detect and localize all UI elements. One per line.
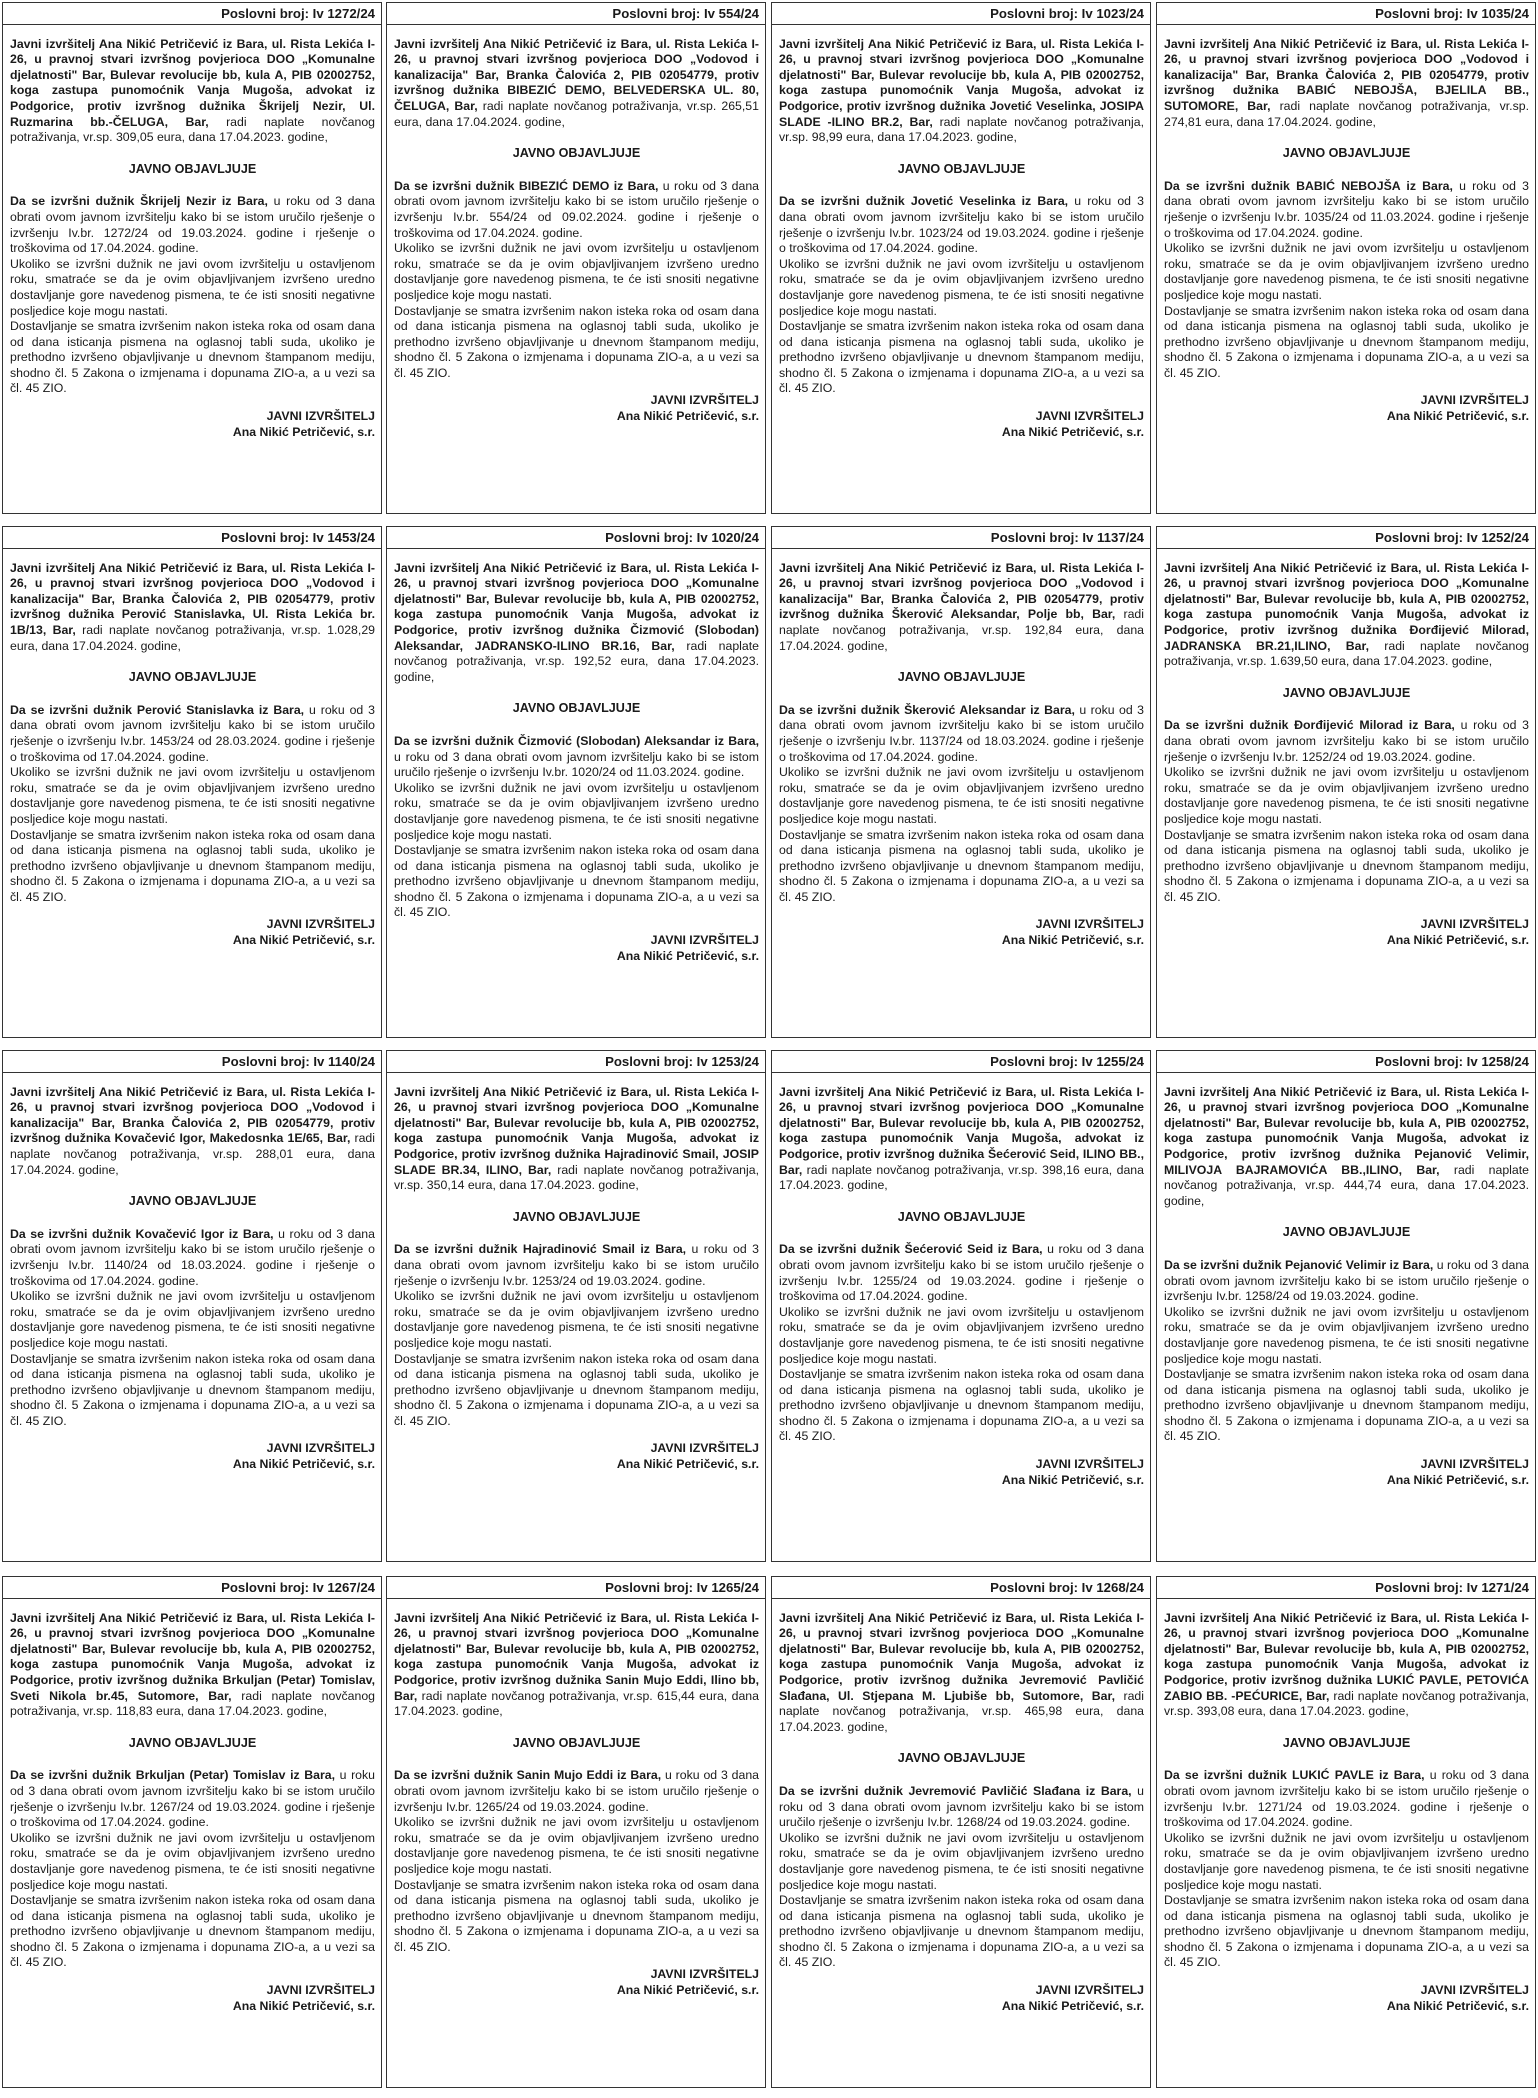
signature-name: Ana Nikić Petričević, s.r. bbox=[232, 1457, 375, 1472]
case-number: Poslovni broj: Iv 1271/24 bbox=[1157, 1580, 1535, 1599]
warning-paragraph: Ukoliko se izvršni dužnik ne javi ovom izvršitelju u ostavljenom roku, smatraće se da je ovim objavljivanjem izvršeno uredno dostavljanje gore navedenog pismena, te će isti snositi negativne posljedice koje mogu nastati. bbox=[779, 256, 1144, 318]
intro-paragraph bbox=[394, 1611, 759, 1720]
section-heading: JAVNO OBJAVLJUJE bbox=[897, 670, 1026, 685]
warning-paragraph: Ukoliko se izvršni dužnik ne javi ovom izvršitelju u ostavljenom roku, smatraće se da je ovim objavljivanjem izvršeno uredno dostavljanje gore navedenog pismena, te će isti snositi negativne posljedice koje mogu nastati. bbox=[779, 1830, 1144, 1892]
decision-paragraph bbox=[1164, 1258, 1529, 1305]
decision-bold-text: Da se izvršni dužnik Hajradinović Smail iz Bara, bbox=[394, 1242, 687, 1257]
intro-paragraph bbox=[779, 1611, 1144, 1736]
signature-name: Ana Nikić Petričević, s.r. bbox=[616, 1983, 759, 1998]
delivery-paragraph: Dostavljanje se smatra izvršenim nakon isteka roka od osam dana od dana isticanja pismena na oglasnoj tabli suda, ukoliko je prethodno izvršeno objavljivanje u dnevnom štampanom mediju, shodno čl. 5 Zakona o izmjenama i dopunama ZIO-a, a u vezi sa čl. 45 ZIO. bbox=[779, 1367, 1144, 1444]
section-heading: JAVNO OBJAVLJUJE bbox=[897, 1751, 1026, 1766]
signature-block bbox=[1164, 1457, 1529, 1488]
signature-name: Ana Nikić Petričević, s.r. bbox=[616, 948, 759, 963]
section-heading: JAVNO OBJAVLJUJE bbox=[512, 1735, 641, 1750]
intro-text: radi naplate novčanog potraživanja, vr.sp. 1.028,29 eura, dana 17.04.2024. godine, bbox=[10, 622, 375, 653]
decision-bold-text: Da se izvršni dužnik BIBEZIĆ DEMO iz Bara, bbox=[394, 178, 659, 193]
decision-text: u roku od 3 dana obrati ovom javnom izvršitelju kako bi se istom uručilo rješenje o izvršenju Iv.br. 1265/24 od 19.03.2024. godine. bbox=[394, 1768, 759, 1814]
intro-text: radi naplate novčanog potraživanja, vr.sp. 192,52 eura, dana 17.04.2023. godine, bbox=[394, 638, 759, 684]
warning-paragraph: Ukoliko se izvršni dužnik ne javi ovom izvršitelju u ostavljenom roku, smatraće se da je ovim objavljivanjem izvršeno uredno dostavljanje gore navedenog pismena, te će isti snositi negativne posljedice koje mogu nastati. bbox=[394, 1289, 759, 1350]
signature-block bbox=[394, 393, 759, 424]
delivery-paragraph: Dostavljanje se smatra izvršenim nakon isteka roka od osam dana od dana isticanja pismena na oglasnoj tabli suda, ukoliko je prethodno izvršeno objavljivanje u dnevnom štampanom mediju, shodno čl. 5 Zakona o izmjenama i dopunama ZIO-a, a u vezi sa čl. 45 ZIO. bbox=[1164, 303, 1529, 380]
delivery-paragraph: Dostavljanje se smatra izvršenim nakon isteka roka od osam dana od dana isticanja pismena na oglasnoj tabli suda, ukoliko je prethodno izvršeno objavljivanje u dnevnom štampanom mediju, shodno čl. 5 Zakona o izmjenama i dopunama ZIO-a, a u vezi sa čl. 45 ZIO. bbox=[394, 1877, 759, 1954]
intro-paragraph bbox=[10, 1611, 375, 1720]
signature-block bbox=[1164, 1983, 1529, 2014]
intro-bold-text: Javni izvršitelj Ana Nikić Petričević iz Bara, ul. Rista Lekića I-26, u pravnoj stvari izvršnog povjerioca DOO „Komunalne djelatnosti" Bar, Bulevar revolucije bb, kula A, PIB 02002752, koga zastupa punomoćnik Vanja Mugoša, advokat iz Podgorice, protiv izvršnog dužnika Jovetić Veselinka, JOSIPA SLADE -ILINO BR.2, Bar, bbox=[779, 36, 1144, 129]
signature-name: Ana Nikić Petričević, s.r. bbox=[1386, 933, 1529, 948]
section-heading: JAVNO OBJAVLJUJE bbox=[512, 1209, 641, 1224]
signature-title: JAVNI IZVRŠITELJ bbox=[266, 1441, 375, 1456]
notice-box bbox=[771, 1576, 1151, 2088]
decision-bold-text: Da se izvršni dužnik Brkuljan (Petar) Tomislav iz Bara, bbox=[10, 1768, 336, 1783]
decision-paragraph bbox=[779, 703, 1144, 765]
decision-bold-text: Da se izvršni dužnik Šećerović Seid iz Bara, bbox=[779, 1242, 1043, 1257]
intro-text: radi naplate novčanog potraživanja, vr.sp. 465,98 eura, dana 17.04.2023. godine, bbox=[779, 1688, 1145, 1734]
intro-paragraph bbox=[394, 37, 759, 131]
decision-paragraph bbox=[779, 1242, 1144, 1304]
intro-bold-text: Javni izvršitelj Ana Nikić Petričević iz Bara, ul. Rista Lekića I-26, u pravnoj stvari izvršnog povjerioca DOO „Vodovod i kanalizacija" Bar, Branka Čalovića 2, PIB 02054779, protiv izvršnog dužnika Škerović Aleksandar, Polje bb, Bar, bbox=[779, 560, 1144, 622]
case-number: Poslovni broj: Iv 1267/24 bbox=[3, 1580, 381, 1599]
notice-box bbox=[1156, 1576, 1536, 2088]
signature-title: JAVNI IZVRŠITELJ bbox=[650, 933, 759, 948]
notice-box bbox=[386, 526, 766, 1038]
case-number: Poslovni broj: Iv 1140/24 bbox=[3, 1054, 381, 1073]
intro-bold-text: Javni izvršitelj Ana Nikić Petričević iz Bara, ul. Rista Lekića I-26, u pravnoj stvari izvršnog povjerioca DOO „Komunalne djelatnosti" Bar, Bulevar revolucije bb, kula A, PIB 02002752, koga zastupa punomoćnik Vanja Mugoša, advokat iz Podgorice, protiv izvršnog dužnika Pejanović Velimir, MILIVOJA BAJRAMOVIĆA BB.,ILINO, Bar, bbox=[1164, 1084, 1529, 1177]
section-heading: JAVNO OBJAVLJUJE bbox=[897, 1209, 1026, 1224]
notice-box bbox=[1156, 526, 1536, 1038]
section-heading: JAVNO OBJAVLJUJE bbox=[128, 1194, 257, 1209]
warning-paragraph: Ukoliko se izvršni dužnik ne javi ovom izvršitelju u ostavljenom roku, smatraće se da je ovim objavljivanjem izvršeno uredno dostavljanje gore navedenog pismena, te će isti snositi negativne posljedice koje mogu nastati. bbox=[10, 1289, 375, 1350]
signature-name: Ana Nikić Petričević, s.r. bbox=[1001, 933, 1144, 948]
signature-block bbox=[10, 409, 375, 440]
intro-bold-text: Javni izvršitelj Ana Nikić Petričević iz Bara, ul. Rista Lekića I-26, u pravnoj stvari izvršnog povjerioca DOO „Vodovod i kanalizacija" Bar, Branka Čalovića 2, PIB 02054779, protiv izvršnog dužnika Kovačević Igor, Makedosnka 1E/65, Bar, bbox=[10, 1084, 375, 1146]
signature-title: JAVNI IZVRŠITELJ bbox=[1420, 917, 1529, 932]
intro-paragraph bbox=[1164, 561, 1529, 670]
case-number: Poslovni broj: Iv 1023/24 bbox=[772, 6, 1150, 25]
decision-text: u roku od 3 dana obrati ovom javnom izvršitelju kako bi se istom uručilo rješenje o izvršenju Iv.br. 1253/24 od 19.03.2024. godine. bbox=[394, 1242, 759, 1288]
case-number: Poslovni broj: Iv 1253/24 bbox=[387, 1054, 765, 1073]
warning-paragraph: Ukoliko se izvršni dužnik ne javi ovom izvršitelju u ostavljenom roku, smatraće se da je ovim objavljivanjem izvršeno uredno dostavljanje gore navedenog pismena, te će isti snositi negativne posljedice koje mogu nastati. bbox=[1164, 241, 1529, 302]
section-heading: JAVNO OBJAVLJUJE bbox=[128, 670, 257, 685]
intro-bold-text: Javni izvršitelj Ana Nikić Petričević iz Bara, ul. Rista Lekića I-26, u pravnoj stvari izvršnog povjerioca DOO „Komunalne djelatnosti" Bar, Bulevar revolucije bb, kula A, PIB 02002752, koga zastupa punomoćnik Vanja Mugoša, advokat iz Podgorice, protiv izvršnog dužnika Jevremović Pavličić Slađana, Ul. Stjepana M. Ljubiše bb, Sutomore, Bar, bbox=[779, 1610, 1144, 1703]
decision-bold-text: Da se izvršni dužnik Kovačević Igor iz Bara, bbox=[10, 1226, 274, 1241]
notice-box bbox=[771, 526, 1151, 1038]
decision-text: u roku od 3 dana obrati ovom javnom izvršitelju kako bi se istom uručilo rješenje o izvršenju Iv.br. 1137/24 od 18.03.2024. godine i rješenje o troškovima od 17.04.2024. godine. bbox=[779, 702, 1144, 764]
intro-text: radi naplate novčanog potraživanja, vr.sp. 615,44 eura, dana 17.04.2023. godine, bbox=[394, 1688, 759, 1719]
section-heading: JAVNO OBJAVLJUJE bbox=[128, 1735, 257, 1750]
intro-text: radi naplate novčanog potraživanja, vr.sp. 274,81 eura, dana 17.04.2024. godine, bbox=[1164, 98, 1529, 129]
decision-bold-text: Da se izvršni dužnik Čizmović (Slobodan) Aleksandar iz Bara, bbox=[394, 733, 759, 748]
signature-block bbox=[10, 917, 375, 948]
signature-title: JAVNI IZVRŠITELJ bbox=[1035, 917, 1144, 932]
case-number: Poslovni broj: Iv 1268/24 bbox=[772, 1580, 1150, 1599]
signature-title: JAVNI IZVRŠITELJ bbox=[266, 1983, 375, 1998]
section-heading: JAVNO OBJAVLJUJE bbox=[512, 146, 641, 161]
intro-paragraph bbox=[10, 1085, 375, 1179]
notice-box bbox=[1156, 2, 1536, 514]
case-number: Poslovni broj: Iv 554/24 bbox=[387, 6, 765, 25]
case-number: Poslovni broj: Iv 1272/24 bbox=[3, 6, 381, 25]
decision-text: u roku od 3 dana obrati ovom javnom izvršitelju kako bi se istom uručilo rješenje o izvršenju Iv.br. 1267/24 od 19.03.2024. godine i rješenje o troškovima od 17.04.2024. godine. bbox=[10, 1768, 376, 1830]
signature-block bbox=[1164, 917, 1529, 948]
warning-paragraph: Ukoliko se izvršni dužnik ne javi ovom izvršitelju u ostavljenom roku, smatraće se da je ovim objavljivanjem izvršeno uredno dostavljanje gore navedenog pismena, te će isti snositi negativne posljedice koje mogu nastati. bbox=[779, 1304, 1144, 1366]
notice-box bbox=[771, 2, 1151, 514]
signature-title: JAVNI IZVRŠITELJ bbox=[1035, 1457, 1144, 1472]
intro-paragraph bbox=[779, 1085, 1144, 1194]
warning-paragraph: Ukoliko se izvršni dužnik ne javi ovom izvršitelju u ostavljenom roku, smatraće se da je ovim objavljivanjem izvršeno uredno dostavljanje gore navedenog pismena, te će isti snositi negativne posljedice koje mogu nastati. bbox=[10, 256, 375, 318]
intro-text: radi naplate novčanog potraživanja, vr.sp. 309,05 eura, dana 17.04.2023. godine, bbox=[10, 114, 375, 145]
notice-box bbox=[2, 1050, 382, 1562]
delivery-paragraph: Dostavljanje se smatra izvršenim nakon isteka roka od osam dana od dana isticanja pismena na oglasnoj tabli suda, ukoliko je prethodno izvršeno objavljivanje u dnevnom štampanom mediju, shodno čl. 5 Zakona o izmjenama i dopunama ZIO-a, a u vezi sa čl. 45 ZIO. bbox=[779, 1893, 1144, 1970]
intro-text: radi naplate novčanog potraživanja, vr.sp. 444,74 eura, dana 17.04.2023. godine, bbox=[1164, 1162, 1529, 1208]
decision-paragraph bbox=[10, 1768, 375, 1830]
signature-block bbox=[394, 1967, 759, 1998]
delivery-paragraph: Dostavljanje se smatra izvršenim nakon isteka roka od osam dana od dana isticanja pismena na oglasnoj tabli suda, ukoliko je prethodno izvršeno objavljivanje u dnevnom štampanom mediju, shodno čl. 5 Zakona o izmjenama i dopunama ZIO-a, a u vezi sa čl. 45 ZIO. bbox=[10, 827, 375, 904]
intro-text: radi naplate novčanog potraživanja, vr.sp. 98,99 eura, dana 17.04.2023. godine, bbox=[779, 114, 1144, 145]
decision-bold-text: Da se izvršni dužnik Perović Stanislavka iz Bara, bbox=[10, 702, 305, 717]
notice-box bbox=[386, 1576, 766, 2088]
decision-bold-text: Da se izvršni dužnik Škerović Aleksandar iz Bara, bbox=[779, 702, 1075, 717]
decision-paragraph bbox=[1164, 718, 1529, 765]
delivery-paragraph: Dostavljanje se smatra izvršenim nakon isteka roka od osam dana od dana isticanja pismena na oglasnoj tabli suda, ukoliko je prethodno izvršeno objavljivanje u dnevnom štampanom mediju, shodno čl. 5 Zakona o izmjenama i dopunama ZIO-a, a u vezi sa čl. 45 ZIO. bbox=[394, 303, 759, 380]
intro-bold-text: Javni izvršitelj Ana Nikić Petričević iz Bara, ul. Rista Lekića I-26, u pravnoj stvari izvršnog povjerioca DOO „Komunalne djelatnosti" Bar, Bulevar revolucije bb, kula A, PIB 02002752, koga zastupa punomoćnik Vanja Mugoša, advokat iz Podgorice, protiv izvršnog dužnika LUKIĆ PAVLE, PETOVIĆA ZABIO BB. -PEĆURICE, Bar, bbox=[1164, 1610, 1529, 1703]
signature-name: Ana Nikić Petričević, s.r. bbox=[232, 424, 375, 439]
intro-paragraph bbox=[779, 561, 1144, 655]
signature-title: JAVNI IZVRŠITELJ bbox=[1420, 1983, 1529, 1998]
decision-paragraph bbox=[394, 1242, 759, 1289]
decision-paragraph bbox=[1164, 1768, 1529, 1830]
section-heading: JAVNO OBJAVLJUJE bbox=[1282, 1735, 1411, 1750]
signature-title: JAVNI IZVRŠITELJ bbox=[266, 409, 375, 424]
signature-title: JAVNI IZVRŠITELJ bbox=[650, 1441, 759, 1456]
case-number: Poslovni broj: Iv 1252/24 bbox=[1157, 530, 1535, 549]
intro-text: radi naplate novčanog potraživanja, vr.sp. 350,14 eura, dana 17.04.2023. godine, bbox=[394, 1162, 759, 1193]
notice-box bbox=[771, 1050, 1151, 1562]
decision-text: u roku od 3 dana obrati ovom javnom izvršitelju kako bi se istom uručilo rješenje o izvršenju Iv.br. 1140/24 od 18.03.2024. godine i rješenje o troškovima od 17.04.2024. godine. bbox=[10, 1226, 375, 1288]
delivery-paragraph: Dostavljanje se smatra izvršenim nakon isteka roka od osam dana od dana isticanja pismena na oglasnoj tabli suda, ukoliko je prethodno izvršeno objavljivanje u dnevnom štampanom mediju, shodno čl. 5 Zakona o izmjenama i dopunama ZIO-a, a u vezi sa čl. 45 ZIO. bbox=[779, 827, 1144, 904]
decision-text: u roku od 3 dana obrati ovom javnom izvršitelju kako bi se istom uručilo rješenje o izvršenju Iv.br. 1258/24 od 19.03.2024. godine. bbox=[1164, 1257, 1529, 1304]
signature-title: JAVNI IZVRŠITELJ bbox=[1035, 1983, 1144, 1998]
delivery-paragraph: Dostavljanje se smatra izvršenim nakon isteka roka od osam dana od dana isticanja pismena na oglasnoj tabli suda, ukoliko je prethodno izvršeno objavljivanje u dnevnom štampanom mediju, shodno čl. 5 Zakona o izmjenama i dopunama ZIO-a, a u vezi sa čl. 45 ZIO. bbox=[779, 319, 1144, 396]
signature-name: Ana Nikić Petričević, s.r. bbox=[1001, 424, 1144, 439]
delivery-paragraph: Dostavljanje se smatra izvršenim nakon isteka roka od osam dana od dana isticanja pismena na oglasnoj tabli suda, ukoliko je prethodno izvršeno objavljivanje u dnevnom štampanom mediju, shodno čl. 5 Zakona o izmjenama i dopunama ZIO-a, a u vezi sa čl. 45 ZIO. bbox=[10, 1893, 375, 1970]
intro-text: radi naplate novčanog potraživanja, vr.sp. 265,51 eura, dana 17.04.2024. godine, bbox=[394, 98, 759, 129]
decision-text: u roku od 3 dana obrati ovom javnom izvršitelju kako bi se istom uručilo rješenje o izvršenju Iv.br. 554/24 od 09.02.2024. godine i rješenje o troškovima od 17.04.2024. godine. bbox=[394, 178, 759, 240]
signature-title: JAVNI IZVRŠITELJ bbox=[1035, 409, 1144, 424]
intro-bold-text: Javni izvršitelj Ana Nikić Petričević iz Bara, ul. Rista Lekića I-26, u pravnoj stvari izvršnog povjerioca DOO „Komunalne djelatnosti" Bar, Bulevar revolucije bb, kula A, PIB 02002752, koga zastupa punomoćnik Vanja Mugoša, advokat iz Podgorice, protiv izvršnog dužnika Brkuljan (Petar) Tomislav, Sveti Nikola br.45, Sutomore, Bar, bbox=[10, 1610, 375, 1703]
signature-block bbox=[779, 409, 1144, 440]
decision-paragraph bbox=[10, 703, 375, 765]
decision-bold-text: Da se izvršni dužnik LUKIĆ PAVLE iz Bara, bbox=[1164, 1768, 1425, 1783]
intro-bold-text: Javni izvršitelj Ana Nikić Petričević iz Bara, ul. Rista Lekića I-26, u pravnoj stvari izvršnog povjerioca DOO „Vodovod i kanalizacija" Bar, Branka Čalovića 2, PIB 02054779, protiv izvršnog dužnika BABIĆ NEBOJŠA, BJELILA BB., SUTOMORE, Bar, bbox=[1164, 36, 1529, 113]
decision-paragraph bbox=[10, 1227, 375, 1289]
delivery-paragraph: Dostavljanje se smatra izvršenim nakon isteka roka od osam dana od dana isticanja pismena na oglasnoj tabli suda, ukoliko je prethodno izvršeno objavljivanje u dnevnom štampanom mediju, shodno čl. 5 Zakona o izmjenama i dopunama ZIO-a, a u vezi sa čl. 45 ZIO. bbox=[10, 319, 375, 396]
case-number: Poslovni broj: Iv 1453/24 bbox=[3, 530, 381, 549]
decision-text: u roku od 3 dana obrati ovom javnom izvršitelju kako bi se istom uručilo rješenje o izvršenju Iv.br. 1268/24 od 19.03.2024. godine. bbox=[779, 1783, 1144, 1830]
signature-title: JAVNI IZVRŠITELJ bbox=[1420, 1457, 1529, 1472]
intro-text: radi naplate novčanog potraživanja, vr.sp. 398,16 eura, dana 17.04.2023. godine, bbox=[779, 1162, 1144, 1193]
decision-text: u roku od 3 dana obrati ovom javnom izvršitelju kako bi se istom uručilo rješenje o izvršenju Iv.br. 1272/24 od 19.03.2024. godine i rješenje o troškovima od 17.04.2024. godine. bbox=[10, 194, 375, 256]
signature-block bbox=[394, 933, 759, 964]
decision-text: u roku od 3 dana obrati ovom javnom izvršitelju kako bi se istom uručilo rješenje o izvršenju Iv.br. 1255/24 od 19.03.2024. godine i rješenje o troškovima od 17.04.2024. godine. bbox=[779, 1242, 1144, 1304]
notice-box bbox=[2, 1576, 382, 2088]
intro-paragraph bbox=[10, 561, 375, 655]
warning-paragraph: Ukoliko se izvršni dužnik ne javi ovom izvršitelju u ostavljenom roku, smatraće se da je ovim objavljivanjem izvršeno uredno dostavljanje gore navedenog pismena, te će isti snositi negativne posljedice koje mogu nastati. bbox=[394, 1815, 759, 1876]
signature-name: Ana Nikić Petričević, s.r. bbox=[616, 409, 759, 424]
decision-paragraph bbox=[779, 194, 1144, 256]
delivery-paragraph: Dostavljanje se smatra izvršenim nakon isteka roka od osam dana od dana isticanja pismena na oglasnoj tabli suda, ukoliko je prethodno izvršeno objavljivanje u dnevnom štampanom mediju, shodno čl. 5 Zakona o izmjenama i dopunama ZIO-a, a u vezi sa čl. 45 ZIO. bbox=[1164, 1367, 1529, 1444]
warning-paragraph: Ukoliko se izvršni dužnik ne javi ovom izvršitelju u ostavljenom roku, smatraće se da je ovim objavljivanjem izvršeno uredno dostavljanje gore navedenog pismena, te će isti snositi negativne posljedice koje mogu nastati. bbox=[394, 241, 759, 302]
section-heading: JAVNO OBJAVLJUJE bbox=[897, 161, 1026, 176]
intro-text: radi naplate novčanog potraživanja, vr.sp. 393,08 eura, dana 17.04.2023. godine, bbox=[1164, 1688, 1529, 1719]
section-heading: JAVNO OBJAVLJUJE bbox=[1282, 685, 1411, 700]
decision-bold-text: Da se izvršni dužnik Pejanović Velimir iz Bara, bbox=[1164, 1257, 1434, 1272]
intro-text: radi naplate novčanog potraživanja, vr.sp. 192,84 eura, dana 17.04.2024. godine, bbox=[779, 607, 1144, 653]
intro-bold-text: Javni izvršitelj Ana Nikić Petričević iz Bara, ul. Rista Lekića I-26, u pravnoj stvari izvršnog povjerioca DOO „Komunalne djelatnosti" Bar, Bulevar revolucije bb, kula A, PIB 02002752, koga zastupa punomoćnik Vanja Mugoša, advokat iz Podgorice, protiv izvršnog dužnika Šećerović Seid, ILINO BB., Bar, bbox=[779, 1084, 1144, 1177]
case-number: Poslovni broj: Iv 1137/24 bbox=[772, 530, 1150, 549]
decision-text: u roku od 3 dana obrati ovom javnom izvršitelju kako bi se istom uručilo rješenje o izvršenju Iv.br. 1453/24 od 28.03.2024. godine i rješenje o troškovima od 17.04.2024. godine. bbox=[10, 702, 376, 764]
intro-paragraph bbox=[1164, 1085, 1529, 1210]
warning-paragraph: Ukoliko se izvršni dužnik ne javi ovom izvršitelju u ostavljenom roku, smatraće se da je ovim objavljivanjem izvršeno uredno dostavljanje gore navedenog pismena, te će isti snositi negativne posljedice koje mogu nastati. bbox=[1164, 765, 1529, 826]
signature-title: JAVNI IZVRŠITELJ bbox=[650, 1967, 759, 1982]
signature-block bbox=[779, 1457, 1144, 1488]
intro-bold-text: Javni izvršitelj Ana Nikić Petričević iz Bara, ul. Rista Lekića I-26, u pravnoj stvari izvršnog povjerioca DOO „Komunalne djelatnosti" Bar, Bulevar revolucije bb, kula A, PIB 02002752, koga zastupa punomoćnik Vanja Mugoša, advokat iz Podgorice, protiv izvršnog dužnika Škrijelj Nezir, Ul. Ruzmarina bb.-ČELUGA, Bar, bbox=[10, 36, 375, 129]
signature-block bbox=[10, 1983, 375, 2014]
decision-text: u roku od 3 dana obrati ovom javnom izvršitelju kako bi se istom uručilo rješenje o izvršenju Iv.br. 1035/24 od 11.03.2024. godine i rješenje o troškovima od 17.04.2024. godine. bbox=[1164, 178, 1529, 240]
decision-bold-text: Da se izvršni dužnik Škrijelj Nezir iz Bara, bbox=[10, 194, 268, 209]
notice-box bbox=[386, 1050, 766, 1562]
signature-name: Ana Nikić Petričević, s.r. bbox=[232, 1998, 375, 2013]
warning-paragraph: Ukoliko se izvršni dužnik ne javi ovom izvršitelju u ostavljenom roku, smatraće se da je ovim objavljivanjem izvršeno uredno dostavljanje gore navedenog pismena, te će isti snositi negativne posljedice koje mogu nastati. bbox=[1164, 1830, 1529, 1892]
delivery-paragraph: Dostavljanje se smatra izvršenim nakon isteka roka od osam dana od dana isticanja pismena na oglasnoj tabli suda, ukoliko je prethodno izvršeno objavljivanje u dnevnom štampanom mediju, shodno čl. 5 Zakona o izmjenama i dopunama ZIO-a, a u vezi sa čl. 45 ZIO. bbox=[394, 843, 759, 920]
section-heading: JAVNO OBJAVLJUJE bbox=[1282, 146, 1411, 161]
signature-name: Ana Nikić Petričević, s.r. bbox=[1386, 409, 1529, 424]
section-heading: JAVNO OBJAVLJUJE bbox=[1282, 1225, 1411, 1240]
decision-text: u roku od 3 dana obrati ovom javnom izvršitelju kako bi se istom uručilo rješenje o izvršenju Iv.br. 1023/24 od 19.03.2024. godine i rješenje o troškovima od 17.04.2024. godine. bbox=[779, 194, 1144, 256]
decision-bold-text: Da se izvršni dužnik Đorđijević Milorad iz Bara, bbox=[1164, 718, 1455, 733]
notice-box bbox=[2, 2, 382, 514]
signature-name: Ana Nikić Petričević, s.r. bbox=[1001, 1998, 1144, 2013]
intro-bold-text: Javni izvršitelj Ana Nikić Petričević iz Bara, ul. Rista Lekića I-26, u pravnoj stvari izvršnog povjerioca DOO „Komunalne djelatnosti" Bar, Bulevar revolucije bb, kula A, PIB 02002752, koga zastupa punomoćnik Vanja Mugoša, advokat iz Podgorice, protiv izvršnog dužnika Hajradinović Smail, JOSIP SLADE BR.34, ILINO, Bar, bbox=[394, 1084, 759, 1177]
intro-bold-text: Javni izvršitelj Ana Nikić Petričević iz Bara, ul. Rista Lekića I-26, u pravnoj stvari izvršnog povjerioca DOO „Komunalne djelatnosti" Bar, Bulevar revolucije bb, kula A, PIB 02002752, koga zastupa punomoćnik Vanja Mugoša, advokat iz Podgorice, protiv izvršnog dužnika Sanin Mujo Eddi, Ilino bb, Bar, bbox=[394, 1610, 759, 1703]
case-number: Poslovni broj: Iv 1255/24 bbox=[772, 1054, 1150, 1073]
decision-paragraph bbox=[779, 1784, 1144, 1831]
warning-paragraph: Ukoliko se izvršni dužnik ne javi ovom izvršitelju u ostavljenom roku, smatraće se da je ovim objavljivanjem izvršeno uredno dostavljanje gore navedenog pismena, te će isti snositi negativne posljedice koje mogu nastati. bbox=[394, 780, 759, 842]
intro-paragraph bbox=[10, 37, 375, 146]
warning-paragraph: Ukoliko se izvršni dužnik ne javi ovom izvršitelju u ostavljenom roku, smatraće se da je ovim objavljivanjem izvršeno uredno dostavljanje gore navedenog pismena, te će isti snositi negativne posljedice koje mogu nastati. bbox=[1164, 1304, 1529, 1366]
signature-block bbox=[779, 1983, 1144, 2014]
delivery-paragraph: Dostavljanje se smatra izvršenim nakon isteka roka od osam dana od dana isticanja pismena na oglasnoj tabli suda, ukoliko je prethodno izvršeno objavljivanje u dnevnom štampanom mediju, shodno čl. 5 Zakona o izmjenama i dopunama ZIO-a, a u vezi sa čl. 45 ZIO. bbox=[1164, 827, 1529, 904]
section-heading: JAVNO OBJAVLJUJE bbox=[512, 701, 641, 716]
intro-text: radi naplate novčanog potraživanja, vr.sp. 118,83 eura, dana 17.04.2023. godine, bbox=[10, 1688, 375, 1719]
signature-block bbox=[779, 917, 1144, 948]
decision-bold-text: Da se izvršni dužnik Jevremović Pavličić Slađana iz Bara, bbox=[779, 1783, 1132, 1798]
case-number: Poslovni broj: Iv 1020/24 bbox=[387, 530, 765, 549]
notice-box bbox=[386, 2, 766, 514]
intro-paragraph bbox=[1164, 37, 1529, 131]
delivery-paragraph: Dostavljanje se smatra izvršenim nakon isteka roka od osam dana od dana isticanja pismena na oglasnoj tabli suda, ukoliko je prethodno izvršeno objavljivanje u dnevnom štampanom mediju, shodno čl. 5 Zakona o izmjenama i dopunama ZIO-a, a u vezi sa čl. 45 ZIO. bbox=[394, 1351, 759, 1428]
intro-paragraph bbox=[394, 561, 759, 686]
decision-text: u roku od 3 dana obrati ovom javnom izvršitelju kako bi se istom uručilo rješenje o izvršenju Iv.br. 1020/24 od 11.03.2024. godine. bbox=[394, 749, 759, 780]
signature-title: JAVNI IZVRŠITELJ bbox=[1420, 393, 1529, 408]
signature-block bbox=[10, 1441, 375, 1472]
signature-name: Ana Nikić Petričević, s.r. bbox=[1386, 1998, 1529, 2013]
intro-text: radi naplate novčanog potraživanja, vr.sp. 288,01 eura, dana 17.04.2024. godine, bbox=[10, 1131, 376, 1177]
signature-name: Ana Nikić Petričević, s.r. bbox=[232, 933, 375, 948]
signature-name: Ana Nikić Petričević, s.r. bbox=[616, 1457, 759, 1472]
warning-paragraph: Ukoliko se izvršni dužnik ne javi ovom izvršitelju u ostavljenom roku, smatraće se da je ovim objavljivanjem izvršeno uredno dostavljanje gore navedenog pismena, te će isti snositi negativne posljedice koje mogu nastati. bbox=[10, 765, 375, 826]
notice-box bbox=[2, 526, 382, 1038]
decision-paragraph bbox=[10, 194, 375, 256]
decision-paragraph bbox=[394, 179, 759, 241]
intro-bold-text: Javni izvršitelj Ana Nikić Petričević iz Bara, ul. Rista Lekića I-26, u pravnoj stvari izvršnog povjerioca DOO „Vodovod i kanalizacija" Bar, Branka Čalovića 2, PIB 02054779, protiv izvršnog dužnika BIBEZIĆ DEMO, BELVEDERSKA UL. 80, ČELUGA, Bar, bbox=[394, 36, 759, 113]
intro-bold-text: Javni izvršitelj Ana Nikić Petričević iz Bara, ul. Rista Lekića I-26, u pravnoj stvari izvršnog povjerioca DOO „Komunalne djelatnosti" Bar, Bulevar revolucije bb, kula A, PIB 02002752, koga zastupa punomoćnik Vanja Mugoša, advokat iz Podgorice, protiv izvršnog dužnika Čizmović (Slobodan) Aleksandar, JADRANSKO-ILINO BR.16, Bar, bbox=[394, 560, 759, 653]
intro-paragraph bbox=[779, 37, 1144, 146]
case-number: Poslovni broj: Iv 1258/24 bbox=[1157, 1054, 1535, 1073]
intro-paragraph bbox=[394, 1085, 759, 1194]
intro-paragraph bbox=[1164, 1611, 1529, 1720]
decision-bold-text: Da se izvršni dužnik Jovetić Veselinka iz Bara, bbox=[779, 194, 1069, 209]
warning-paragraph: Ukoliko se izvršni dužnik ne javi ovom izvršitelju u ostavljenom roku, smatraće se da je ovim objavljivanjem izvršeno uredno dostavljanje gore navedenog pismena, te će isti snositi negativne posljedice koje mogu nastati. bbox=[779, 765, 1144, 826]
intro-text: radi naplate novčanog potraživanja, vr.sp. 1.639,50 eura, dana 17.04.2023. godine, bbox=[1164, 638, 1529, 669]
notice-box bbox=[1156, 1050, 1536, 1562]
delivery-paragraph: Dostavljanje se smatra izvršenim nakon isteka roka od osam dana od dana isticanja pismena na oglasnoj tabli suda, ukoliko je prethodno izvršeno objavljivanje u dnevnom štampanom mediju, shodno čl. 5 Zakona o izmjenama i dopunama ZIO-a, a u vezi sa čl. 45 ZIO. bbox=[10, 1351, 375, 1428]
signature-block bbox=[1164, 393, 1529, 424]
signature-title: JAVNI IZVRŠITELJ bbox=[266, 917, 375, 932]
intro-bold-text: Javni izvršitelj Ana Nikić Petričević iz Bara, ul. Rista Lekića I-26, u pravnoj stvari izvršnog povjerioca DOO „Komunalne djelatnosti" Bar, Bulevar revolucije bb, kula A, PIB 02002752, koga zastupa punomoćnik Vanja Mugoša, advokat iz Podgorice, protiv izvršnog dužnika Đorđijević Milorad, JADRANSKA BR.21,ILINO, Bar, bbox=[1164, 560, 1529, 653]
intro-bold-text: Javni izvršitelj Ana Nikić Petričević iz Bara, ul. Rista Lekića I-26, u pravnoj stvari izvršnog povjerioca DOO „Vodovod i kanalizacija" Bar, Branka Čalovića 2, PIB 02054779, protiv izvršnog dužnika Perović Stanislavka, Ul. Rista Lekića br. 1B/13, Bar, bbox=[10, 560, 375, 637]
decision-text: u roku od 3 dana obrati ovom javnom izvršitelju kako bi se istom uručilo rješenje o izvršenju Iv.br. 1252/24 od 19.03.2024. godine. bbox=[1164, 718, 1529, 764]
decision-paragraph bbox=[1164, 179, 1529, 241]
signature-title: JAVNI IZVRŠITELJ bbox=[650, 393, 759, 408]
delivery-paragraph: Dostavljanje se smatra izvršenim nakon isteka roka od osam dana od dana isticanja pismena na oglasnoj tabli suda, ukoliko je prethodno izvršeno objavljivanje u dnevnom štampanom mediju, shodno čl. 5 Zakona o izmjenama i dopunama ZIO-a, a u vezi sa čl. 45 ZIO. bbox=[1164, 1893, 1529, 1970]
decision-paragraph bbox=[394, 734, 759, 781]
decision-paragraph bbox=[394, 1768, 759, 1815]
section-heading: JAVNO OBJAVLJUJE bbox=[128, 161, 257, 176]
decision-bold-text: Da se izvršni dužnik BABIĆ NEBOJŠA iz Bara, bbox=[1164, 178, 1453, 193]
case-number: Poslovni broj: Iv 1265/24 bbox=[387, 1580, 765, 1599]
case-number: Poslovni broj: Iv 1035/24 bbox=[1157, 6, 1535, 25]
signature-block bbox=[394, 1441, 759, 1472]
decision-bold-text: Da se izvršni dužnik Sanin Mujo Eddi iz Bara, bbox=[394, 1768, 662, 1783]
signature-name: Ana Nikić Petričević, s.r. bbox=[1001, 1472, 1144, 1487]
signature-name: Ana Nikić Petričević, s.r. bbox=[1386, 1472, 1529, 1487]
decision-text: u roku od 3 dana obrati ovom javnom izvršitelju kako bi se istom uručilo rješenje o izvršenju Iv.br. 1271/24 od 19.03.2024. godine i rješenje o troškovima od 17.04.2024. godine. bbox=[1164, 1768, 1529, 1830]
warning-paragraph: Ukoliko se izvršni dužnik ne javi ovom izvršitelju u ostavljenom roku, smatraće se da je ovim objavljivanjem izvršeno uredno dostavljanje gore navedenog pismena, te će isti snositi negativne posljedice koje mogu nastati. bbox=[10, 1830, 375, 1892]
